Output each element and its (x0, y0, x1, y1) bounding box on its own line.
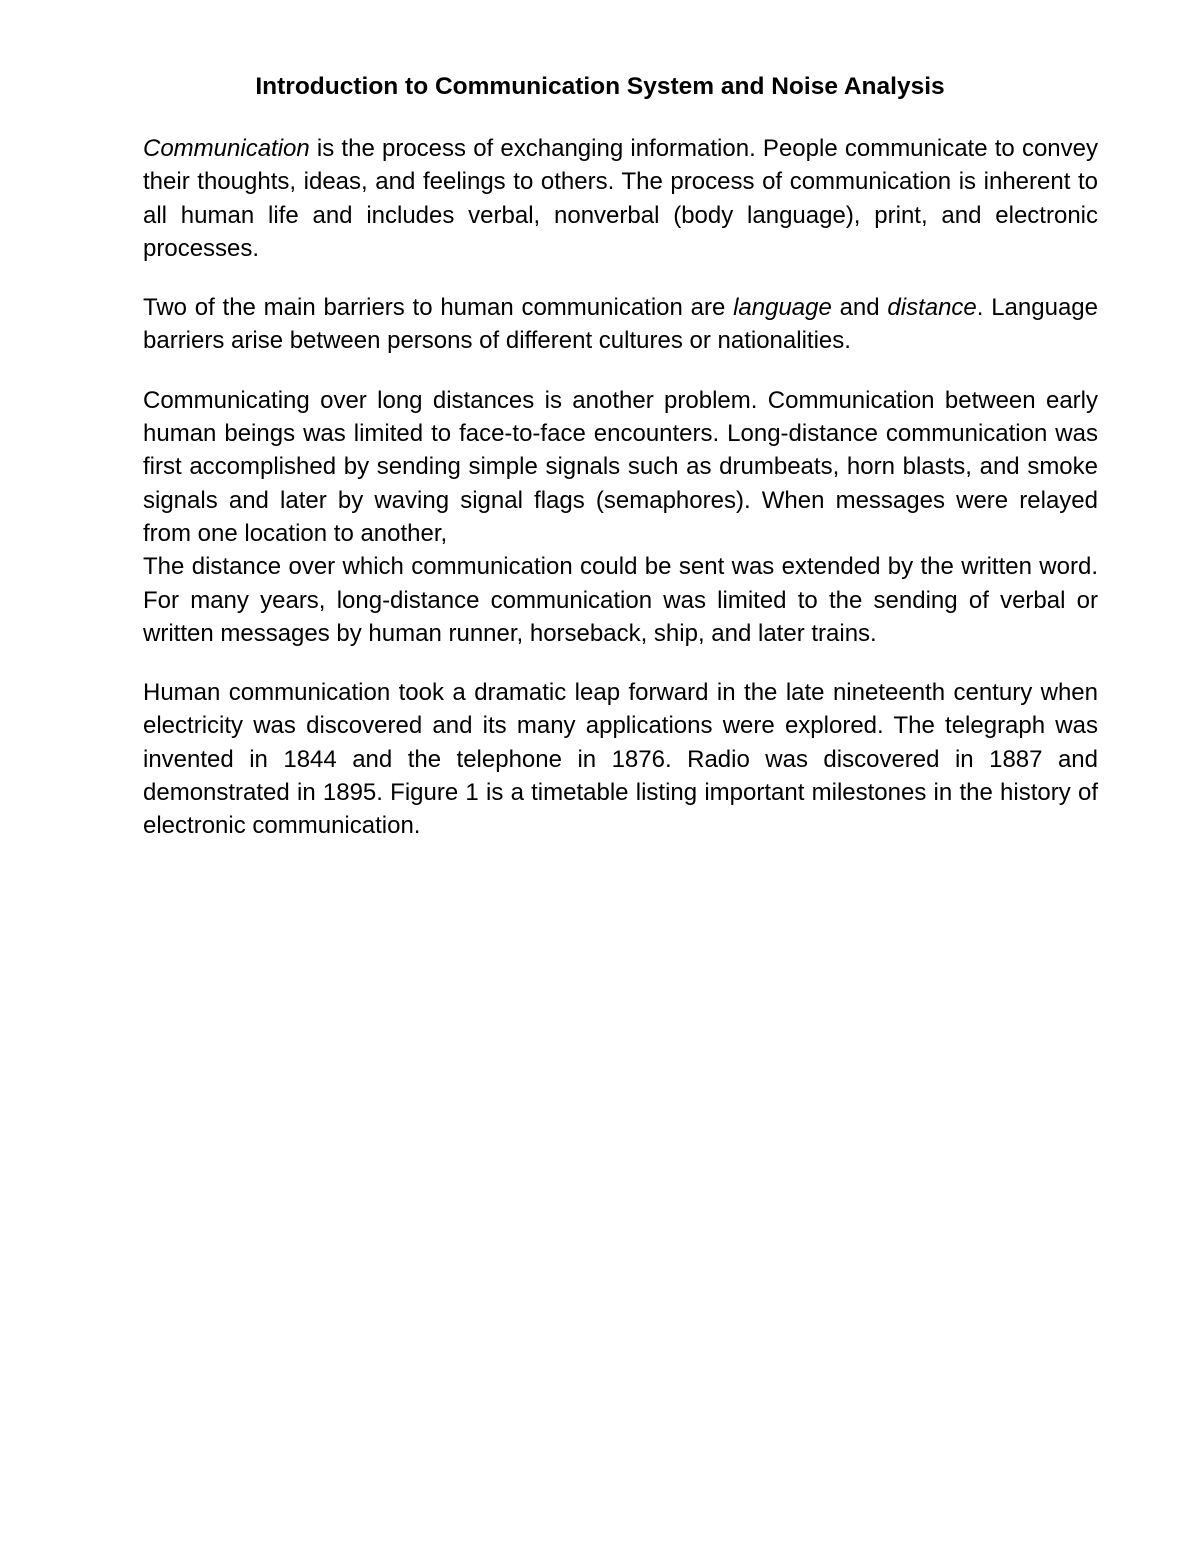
paragraph-definition-text: is the process of exchanging information. People communicate to convey their thoughts, ideas, and feelings to others. The process of communication is inherent to all human life and includes verbal, nonverbal (body language), print, and electronic processes. (143, 135, 1098, 262)
term-language: language (733, 294, 832, 322)
term-communication: Communication (143, 135, 310, 162)
document-title: Introduction to Communication System and Noise Analysis (255, 73, 945, 100)
paragraph-barriers-text-c: . Language barriers arise between persons of different cultures or nationalities. (143, 294, 1098, 355)
paragraph-barriers-text-b: and (831, 294, 888, 322)
paragraph-definition (143, 132, 1098, 265)
document-body (143, 132, 1098, 869)
paragraph-barriers (143, 291, 1098, 358)
term-distance: distance (887, 294, 977, 322)
paragraph-electricity: Human communication took a dramatic leap forward in the late nineteenth century when electricity was discovered and its many applications were explored. The telegraph was invented in 1844 and the telephone in 1876. Radio was discovered in 1887 and demonstrated in 1895. Figure 1 is a timetable listing important milestones in the history of electronic communication. (143, 679, 1098, 840)
paragraph-written-word: The distance over which communication could be sent was extended by the written word. For many years, long-distance communication was limited to the sending of verbal or written messages by human runner, horseback, ship, and later trains. (143, 553, 1098, 647)
paragraph-long-distance: Communicating over long distances is another problem. Communication between early human beings was limited to face-to-face encounters. Long-distance communication was first accomplished by sending simple signals such as drumbeats, horn blasts, and smoke signals and later by waving signal flags (semaphores). When messages were relayed from one location to another, (143, 386, 1098, 547)
paragraph-barriers-text-a: Two of the main barriers to human communication are (143, 294, 734, 322)
